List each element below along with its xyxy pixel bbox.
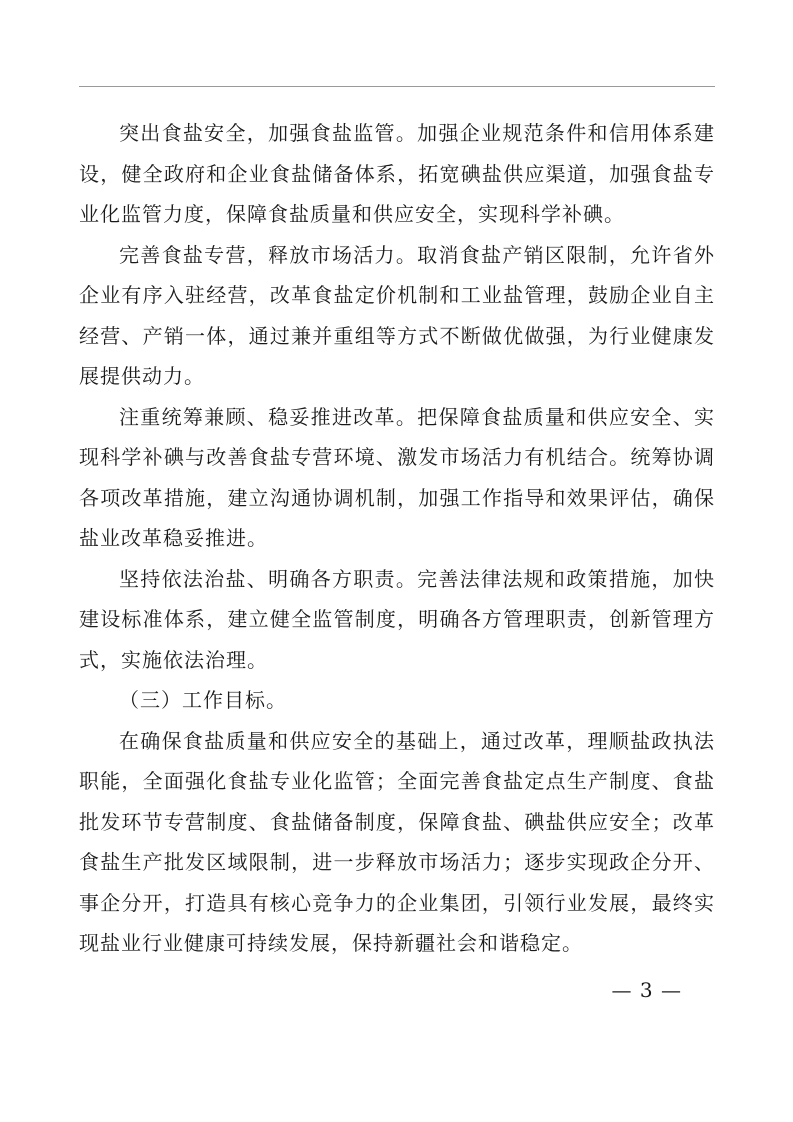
paragraph-coordinated-reform: 注重统筹兼顾、稳妥推进改革。把保障食盐质量和供应安全、实现科学补碘与改善食盐专营环境、激发市场活力有机结合。统筹协调各项改革措施，建立沟通协调机制，加强工作指导和效果评估，确保盐业改革稳妥推进。	[79, 404, 715, 550]
section-heading: （三）工作目标。	[119, 688, 287, 712]
paragraph-food-salt-safety: 突出食盐安全，加强食盐监管。加强企业规范条件和信用体系建设，健全政府和企业食盐储备体系，拓宽碘盐供应渠道，加强食盐专业化监管力度，保障食盐质量和供应安全，实现科学补碘。	[79, 121, 715, 226]
document-body	[79, 113, 715, 964]
paragraph-salt-monopoly: 完善食盐专营，释放市场活力。取消食盐产销区限制，允许省外企业有序入驻经营，改革食盐定价机制和工业盐管理，鼓励企业自主经营、产销一体，通过兼并重组等方式不断做优做强，为行业健康发展提供动力。	[79, 242, 715, 388]
paragraph-work-goals: 在确保食盐质量和供应安全的基础上，通过改革，理顺盐政执法职能，全面强化食盐专业化监管；全面完善食盐定点生产制度、食盐批发环节专营制度、食盐储备制度，保障食盐、碘盐供应安全；改革食盐生产批发区域限制，进一步释放市场活力；逐步实现政企分开、事企分开，打造具有核心竞争力的企业集团，引领行业发展，最终实现盐业行业健康可持续发展，保持新疆社会和谐稳定。	[79, 728, 715, 955]
paragraph-rule-of-law: 坚持依法治盐、明确各方职责。完善法律法规和政策措施，加快建设标准体系，建立健全监管制度，明确各方管理职责，创新管理方式，实施依法治理。	[79, 566, 715, 672]
page-number: — 3 —	[611, 978, 682, 1002]
header-rule	[79, 86, 715, 87]
